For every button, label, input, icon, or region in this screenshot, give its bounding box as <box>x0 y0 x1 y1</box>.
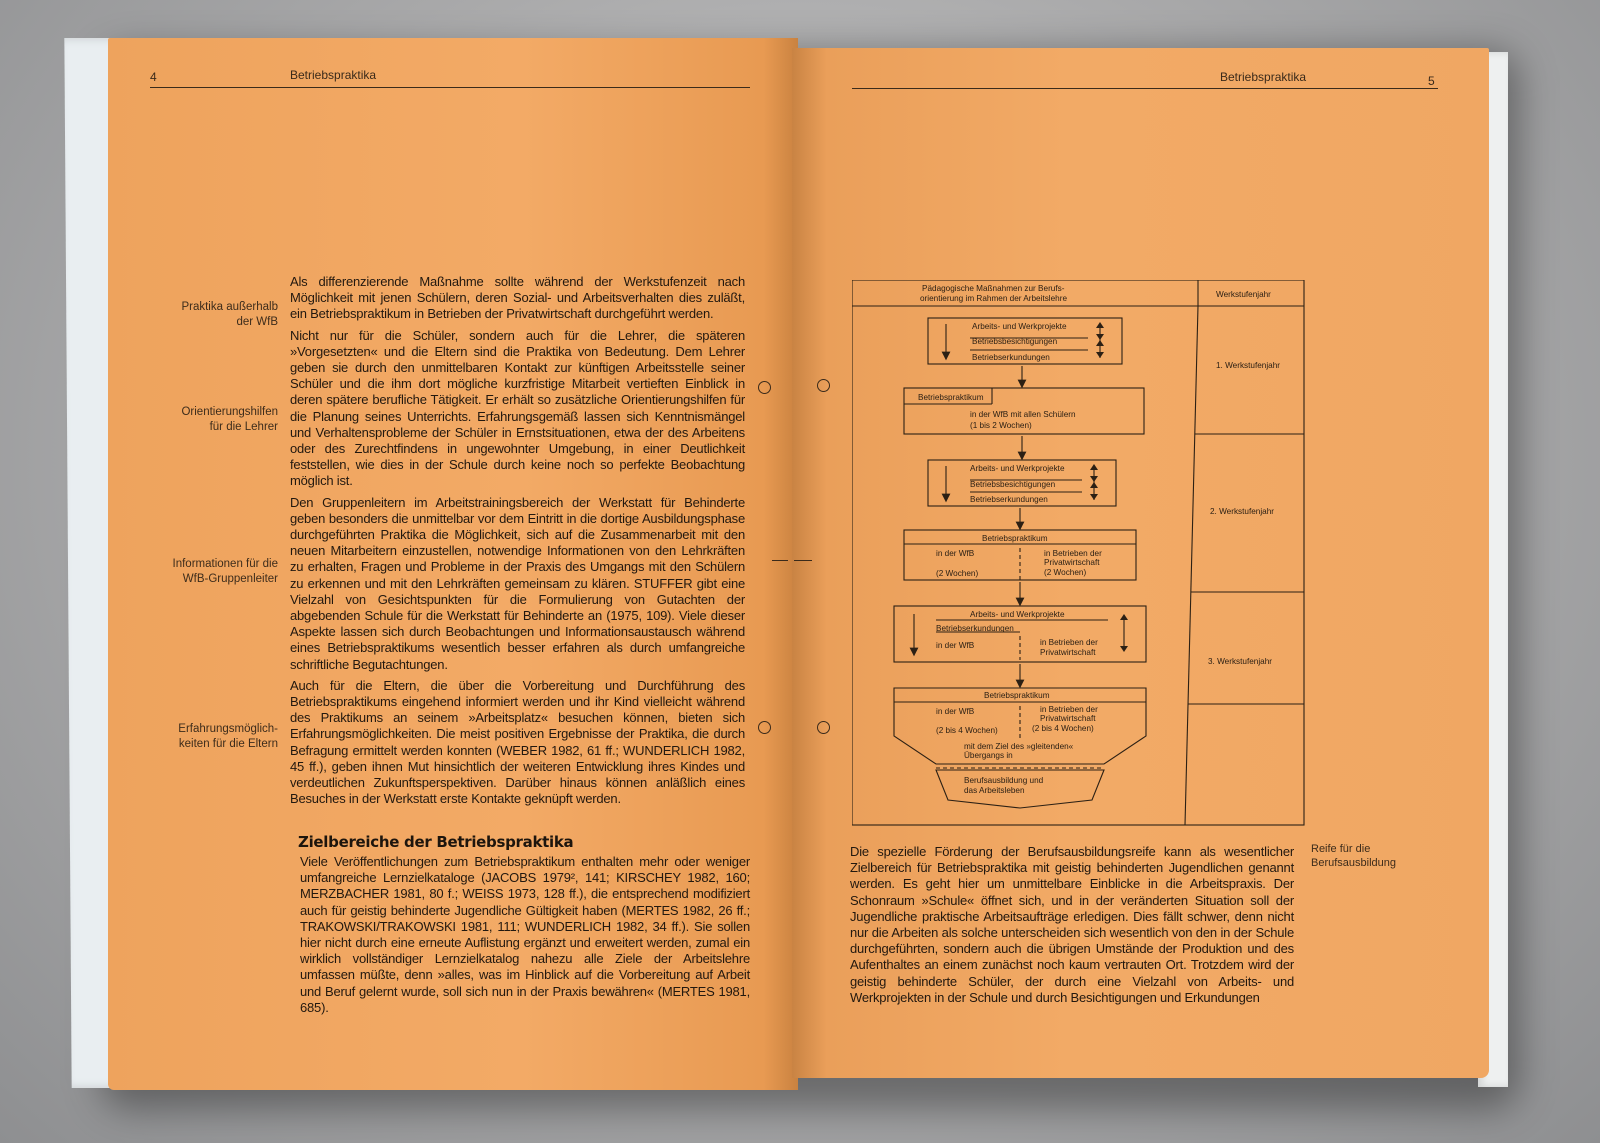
margin-note-praktika: Praktika außerhalb der WfB <box>181 301 278 328</box>
punch-hole-left-bottom <box>758 721 771 734</box>
label-in-betrieben: in Betrieben der <box>1040 638 1098 647</box>
label-praktikum: Betriebspraktikum <box>984 691 1050 700</box>
label-erkundungen: Betriebserkundungen <box>936 624 1014 633</box>
page-number-right: 5 <box>1428 74 1435 88</box>
label-privatwirtschaft: Privatwirtschaft <box>1040 648 1096 657</box>
label-in-betrieben: in Betrieben der <box>1044 549 1102 558</box>
running-header-left: Betriebspraktika <box>290 68 377 82</box>
paragraph: Die spezielle Förderung der Berufsausbildungsreife kann als wesentlicher Zielbereich für Betriebspraktika mit geistig behinderten Jugendlichen genannt werden. Es geht hier um unmittelbare Einblicke in die Arbeitspraxis. Der Schonraum »Schule« öffnet sich, und in der veränderten Situation soll der Jugendliche praktische Arbeitsaufträge erledigen. Dies fällt schwer, denn nicht nur die Arbeiten als solche unterscheiden sich wesentlich von den in der Schule durchgeführten, sondern auch die übrigen Umstände der Produktion und des Aufenthaltes an einem zunächst noch kaum vertrauten Ort. Trotzdem wird der geistig behinderte Schüler, der durch eine Vielzahl von Arbeits- und Werkprojekten in der Schule und durch Besichtigungen und Erkundungen <box>850 844 1294 1005</box>
label-in-betrieben: in Betrieben der <box>1040 705 1098 714</box>
left-body-text <box>290 274 745 813</box>
label-zwei-wochen: (2 Wochen) <box>936 569 979 578</box>
label-p1-line2: (1 bis 2 Wochen) <box>970 421 1032 430</box>
paragraph: Nicht nur für die Schüler, sondern auch für die Lehrer, die späteren »Vorgesetzten« und die Eltern sind die Praktika von Bedeutung. Dem Lehrer geben sie durch den unmittelbaren Kontakt zur künftigen Arbeitsstelle seiner Schüler und die ihm dort mögliche kurzfristige Mitarbeit vertieften Einblick in deren spätere berufliche Tätigkeit. Er erhält so zusätzliche Orientierungshilfen für die Planung seines Unterrichts. Erfahrungsgemäß lassen sich Kenntnismängel und Verhaltensprobleme der Schüler in Ernstsituationen, etwa der des Arbeitens oder des Zurechtfindens in ungewohnter Umgebung, in einer Deutlichkeit feststellen, wie dies in der Schule durch keine noch so perfekte Beobachtung möglich ist. <box>290 327 745 489</box>
flow-diagram <box>852 280 1308 828</box>
section-heading: Zielbereiche der Betriebspraktika <box>298 833 574 851</box>
section-body-text <box>300 854 750 1021</box>
label-ziel-2: Übergangs in <box>964 751 1013 760</box>
left-page <box>108 38 798 1090</box>
label-projekte: Arbeits- und Werkprojekte <box>970 610 1065 619</box>
label-ziel-1: mit dem Ziel des »gleitenden« <box>964 742 1074 751</box>
page-number-left: 4 <box>150 70 157 84</box>
label-erkundungen: Betriebserkundungen <box>972 353 1050 362</box>
margin-note-erfahrung: Erfahrungsmöglich- keiten für die Eltern <box>178 723 278 750</box>
paragraph: Viele Veröffentlichungen zum Betriebspraktikum enthalten mehr oder weniger umfangreiche Lernzielkataloge (JACOBS 1979², 141; KIRSCHEY 1982, 160; MERZBACHER 1981, 80 f.; WEISS 1973, 128 ff.), die entsprechend modifiziert auch für geistig behinderte Jugendliche Gültigkeit haben (MERTES 1982, 26 ff.; TRAKOWSKI/TRAKOWSKI 1981, 111; WUNDERLICH 1982, 34 ff.). Sie sollen hier nicht durch eine erneute Auflistung ergänzt und erweitert werden, zumal ein wirklich vollständiger Lernzielkatalog nahezu alle Ziele der Arbeitslehre umfassen müßte, denn »alles, was im Hinblick auf die Vorbereitung auf Arbeit und Beruf gelernt wurde, soll sich nun in der Praxis bewähren« (MERTES 1981, 685). <box>300 854 750 1015</box>
label-erkundungen: Betriebserkundungen <box>970 495 1048 504</box>
label-projekte: Arbeits- und Werkprojekte <box>970 464 1065 473</box>
fold-mark-left <box>772 560 788 561</box>
running-header-right: Betriebspraktika <box>1220 70 1307 84</box>
year-label-2: 2. Werkstufenjahr <box>1210 507 1275 516</box>
label-in-wfb: in der WfB <box>936 641 975 650</box>
paragraph: Auch für die Eltern, die über die Vorbereitung und Durchführung des Betriebspraktikums eingehend informiert werden und ihr Kind vielleicht während des Praktikums an seinem »Arbeitsplatz« besuchen können, bieten sich Erfahrungsmöglichkeiten. Die meist positiven Ergebnisse der Praktika, die durch Befragung ermittelt werden konnten (WEBER 1982, 61 ff.; WUNDERLICH 1982, 45 ff.), geben ihnen Mut hinsichtlich der weiteren Entwicklung ihres Kindes und verdeutlichen Zukunftsperspektiven. Darüber hinaus können anläßlich eines Besuches in der Werkstatt erste Kontakte geknüpft werden. <box>290 677 745 807</box>
label-final-2: das Arbeitsleben <box>964 786 1025 795</box>
margin-note-informationen: Informationen für die WfB-Gruppenleiter <box>172 558 278 585</box>
fold-mark-right <box>794 560 812 561</box>
paragraph: Als differenzierende Maßnahme sollte während der Werkstufenzeit nach Möglichkeit mit jenen Schülern, deren Sozial- und Arbeitsverhalten dies zuläßt, ein Betriebspraktikum in Betrieben der Privatwirtschaft durchgeführt werden. <box>290 274 745 322</box>
label-final-1: Berufsausbildung und <box>964 776 1044 785</box>
year-label-3: 3. Werkstufenjahr <box>1208 657 1273 666</box>
year-label-1: 1. Werkstufenjahr <box>1216 361 1281 370</box>
header-rule-left <box>150 87 750 88</box>
label-besichtigungen: Betriebsbesichtigungen <box>972 337 1058 346</box>
arrow-heads <box>1090 322 1128 652</box>
margin-note-reife: Reife für die Berufsausbildung <box>1311 843 1397 869</box>
label-in-wfb: in der WfB <box>936 549 975 558</box>
label-p1-line1: in der WfB mit allen Schülern <box>970 410 1076 419</box>
margin-note-orientierung: Orientierungshilfen für die Lehrer <box>181 406 278 433</box>
label-privatwirtschaft: Privatwirtschaft <box>1044 558 1100 567</box>
punch-hole-left-top <box>758 381 771 394</box>
label-in-wfb: in der WfB <box>936 707 975 716</box>
right-body-text <box>850 844 1294 1011</box>
punch-hole-right-bottom <box>817 721 830 734</box>
punch-hole-right-top <box>817 379 830 392</box>
label-besichtigungen: Betriebsbesichtigungen <box>970 480 1056 489</box>
label-privatwirtschaft: Privatwirtschaft <box>1040 714 1096 723</box>
paragraph: Den Gruppenleitern im Arbeitstrainingsbereich der Werkstatt für Behinderte geben besonders die unmittelbar vor dem Eintritt in die dortige Ausbildungsphase durchgeführten Praktika die Möglichkeit, sich auf die Zusammenarbeit mit den neuen Mitarbeitern einzustellen, notwendige Informationen von den Lehrkräften zu erhalten, Fragen und Probleme in der Praxis des Umgangs mit den Schülern zu erkennen und mit den Lehrkräften gemeinsam zu klären. STUFFER gibt eine Vielzahl von Gesichtspunkten für die Formulierung von Gutachten der abgebenden Schule für die Werkstatt für Behinderte an (1975, 109). Viele dieser Aspekte lassen sich durch Beobachtungen und Informationsaustausch während eines Betriebspraktikums wesentlich besser erfahren als durch umfangreiche schriftliche Begutachtungen. <box>290 494 745 672</box>
label-praktikum: Betriebspraktikum <box>982 534 1048 543</box>
label-zwei-bis-vier: (2 bis 4 Wochen) <box>1032 724 1094 733</box>
diagram-header-main-2: orientierung im Rahmen der Arbeitslehre <box>920 294 1067 303</box>
label-zwei-wochen: (2 Wochen) <box>1044 568 1087 577</box>
label-zwei-bis-vier: (2 bis 4 Wochen) <box>936 726 998 735</box>
diagram-header-main: Pädagogische Maßnahmen zur Berufs- <box>922 284 1065 293</box>
label-projekte: Arbeits- und Werkprojekte <box>972 322 1067 331</box>
diagram-header-year: Werkstufenjahr <box>1216 290 1271 299</box>
label-praktikum: Betriebspraktikum <box>918 393 984 402</box>
header-rule-right <box>852 88 1438 89</box>
